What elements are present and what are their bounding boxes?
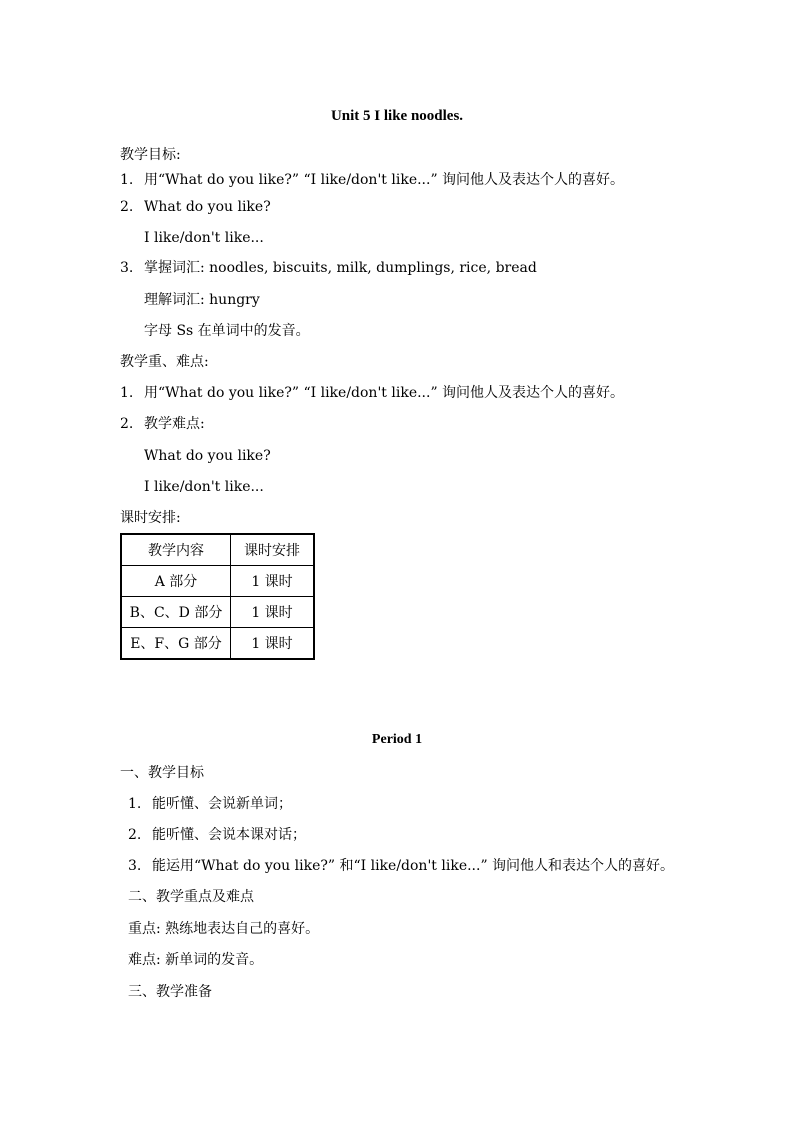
period-item-3-text: 能运用“What do you like?” 和“I like/don't like...” 询问他人和表达个人的喜好。 — [152, 858, 675, 874]
goals-heading: 教学目标: — [120, 147, 181, 163]
goal-item-2 — [120, 197, 271, 217]
table-cell: A 部分 — [121, 566, 231, 597]
keypoint-2-sub-1: What do you like? — [144, 448, 271, 464]
goal-2-text: What do you like? — [144, 199, 271, 215]
goal-2-number: 2. — [120, 199, 134, 215]
goal-3-text: 掌握词汇: noodles, biscuits, milk, dumplings, rice, bread — [144, 260, 537, 276]
period-key-point: 重点: 熟练地表达自己的喜好。 — [128, 921, 320, 937]
schedule-heading: 课时安排: — [120, 510, 181, 526]
keypoint-2-number: 2. — [120, 416, 134, 432]
goal-item-3 — [120, 258, 537, 278]
period-section-2: 二、教学重点及难点 — [128, 889, 254, 905]
keypoints-heading: 教学重、难点: — [120, 354, 209, 370]
period-item-3 — [128, 856, 674, 876]
keypoint-1-number: 1. — [120, 385, 134, 401]
keypoint-2-sub-2: I like/don't like... — [144, 479, 264, 495]
table-cell: 1 课时 — [231, 597, 315, 628]
period-section-3: 三、教学准备 — [128, 984, 212, 1000]
table-row — [121, 566, 314, 597]
period-title: Period 1 — [371, 732, 423, 747]
table-header-cell: 课时安排 — [231, 534, 315, 566]
goal-1-text: 用“What do you like?” “I like/don't like...” 询问他人及表达个人的喜好。 — [144, 172, 625, 188]
keypoint-item-1 — [120, 383, 624, 403]
table-row — [121, 597, 314, 628]
table-row — [121, 628, 314, 660]
table-header-cell: 教学内容 — [121, 534, 231, 566]
table-cell: 1 课时 — [231, 628, 315, 660]
goal-2-sub: I like/don't like... — [144, 230, 264, 246]
goal-3-sub-2: 字母 Ss 在单词中的发音。 — [144, 323, 310, 339]
period-item-1-number: 1. — [128, 796, 142, 812]
period-item-2-number: 2. — [128, 827, 142, 843]
keypoint-item-2 — [120, 414, 205, 434]
goal-3-number: 3. — [120, 260, 134, 276]
table-header-row — [121, 534, 314, 566]
keypoint-1-text: 用“What do you like?” “I like/don't like...” 询问他人及表达个人的喜好。 — [144, 385, 625, 401]
table-cell: E、F、G 部分 — [121, 628, 231, 660]
keypoint-2-text: 教学难点: — [144, 416, 205, 432]
table-cell: B、C、D 部分 — [121, 597, 231, 628]
period-item-2 — [128, 825, 306, 845]
period-difficulty: 难点: 新单词的发音。 — [128, 952, 264, 968]
page-title: Unit 5 I like noodles. — [330, 108, 464, 124]
period-item-3-number: 3. — [128, 858, 142, 874]
table-cell: 1 课时 — [231, 566, 315, 597]
period-section-1: 一、教学目标 — [120, 765, 204, 781]
period-item-2-text: 能听懂、会说本课对话； — [152, 827, 306, 843]
goal-3-sub-1: 理解词汇: hungry — [144, 292, 260, 308]
goal-item-1 — [120, 170, 624, 190]
schedule-table — [120, 533, 315, 660]
period-item-1-text: 能听懂、会说新单词； — [152, 796, 292, 812]
period-item-1 — [128, 794, 292, 814]
goal-1-number: 1. — [120, 172, 134, 188]
